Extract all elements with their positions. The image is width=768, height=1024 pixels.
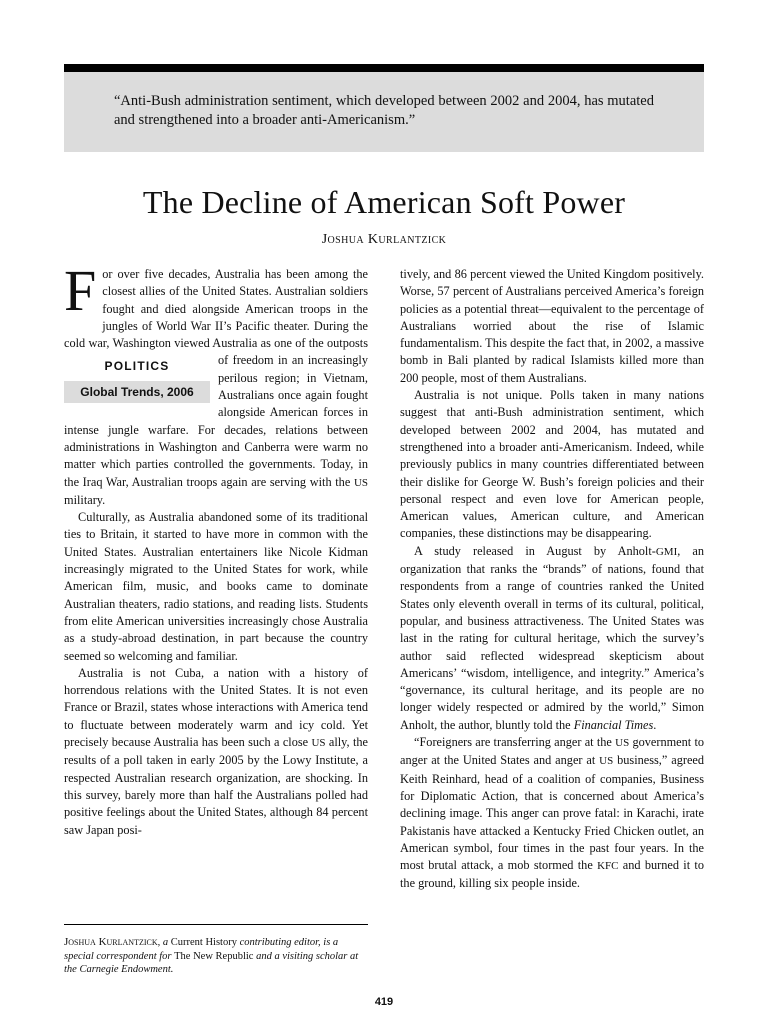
section-tag (64, 355, 210, 403)
series-label: Global Trends, 2006 (64, 381, 210, 403)
section-label: POLITICS (104, 359, 170, 374)
left-column (64, 258, 368, 839)
author-footnote: Joshua Kurlantzick, a Current History contributing editor, is a special correspondent for The New Republic and a visiting scholar at the Carnegie Endowment. (64, 936, 359, 975)
drop-cap: F (64, 258, 97, 323)
article-title: The Decline of American Soft Power (142, 184, 626, 220)
right-column (400, 266, 704, 893)
paragraph-2: Culturally, as Australia abandoned some of its traditional ties to Britain, it started to have more in common with the United States. Australian entertainers like Nicole Kidman increasingly migrated to the United States for work, while American film, music, and books came to dominate Australian theaters, radio stations, and reading lists. Students from elite American universities increasingly chose Australia as a study-abroad destination, in part because the country seemed so welcoming and familiar. (64, 510, 368, 663)
paragraph-1: For over five decades, Australia has been among the closest allies of the United States. Australian soldiers fought and died alongside American troops in the jungles of World War II’s Pacific theater. During the cold war, Washington viewed Australia as one of the outposts of freedom POLITICS Global Trends, 2006 in an increasingly perilous region; in Vietnam, Australians once again fought alongside American forces in intense jungle warfare. For decades, relations between administrations in Washington and Canberra were warm no matter which parties controlled the governments. Today, in the Iraq War, Australian troops again are serving with the US military. (64, 258, 368, 507)
paragraph-4: tively, and 86 percent viewed the United Kingdom positively. Worse, 57 percent of Australians perceived America’s foreign policies as a potential threat—equivalent to the percentage of Australians worried about the rise of Islamic fundamentalism. This despite the fact that, in 2002, a massive bomb in Bali planted by radical Islamists killed more than 200 people, most of them Australians. (400, 267, 704, 385)
page-number: 419 (374, 996, 394, 1008)
top-rule (64, 64, 704, 72)
paragraph-5: Australia is not unique. Polls taken in many nations suggest that anti-Bush administration sentiment, which developed between 2002 and 2004, has mutated and strengthened into a broader anti-Americanism. Indeed, while previously publics in many countries differentiated between their dislike for George W. Bush’s foreign policies and their personal respect and even love for American people, American values, American culture, and American companies, these distinctions may be disappearing. (400, 388, 704, 541)
paragraph-3: Australia is not Cuba, a nation with a history of horrendous relations with the United States. It is not even France or Brazil, states whose interactions with America tend to fluctuate between moderately warm and icy cold. Yet precisely because Australia has been such a close US ally, the results of a poll taken in early 2005 by the Lowy Institute, a respected Australian research organization, are shocking. In this survey, barely more than half the Australians polled had positive feelings about the United States, although 84 percent saw Japan posi- (64, 665, 368, 837)
footnote-rule (64, 924, 368, 925)
article-author: Joshua Kurlantzick (321, 232, 447, 247)
paragraph-7: “Foreigners are transferring anger at the US government to anger at the United States and anger at US business,” agreed Keith Reinhard, head of a coalition of companies, Business for Diplomatic Action, that is concerned about America’s declining image. This anger can prove fatal: in Karachi, irate Pakistanis have attacked a Kentucky Fried Chicken outlet, an American symbol, four times in the past four years. In the most brutal attack, a mob stormed the KFC and burned it to the ground, killing six people inside. (400, 735, 705, 891)
paragraph-6: A study released in August by Anholt-GMI, an organization that ranks the “brands” of nations, found that respondents from a range of countries ranked the United States only eleventh overall in terms of its cultural, political, popular, and business attractiveness. The United States was last in the rating for cultural heritage, which the survey’s author said reflected widespread skepticism about Americans’ “wisdom, intelligence, and integrity.” America’s “governance, its cultural heritage, and its people are no longer widely respected or admired by the world,” Simon Anholt, the author, bluntly told the Financial Times. (400, 543, 704, 732)
pull-quote: “Anti-Bush administration sentiment, which developed between 2002 and 2004, has mutated and strengthened into a broader anti-Americanism.” (114, 93, 654, 128)
pull-quote-box (64, 72, 704, 152)
